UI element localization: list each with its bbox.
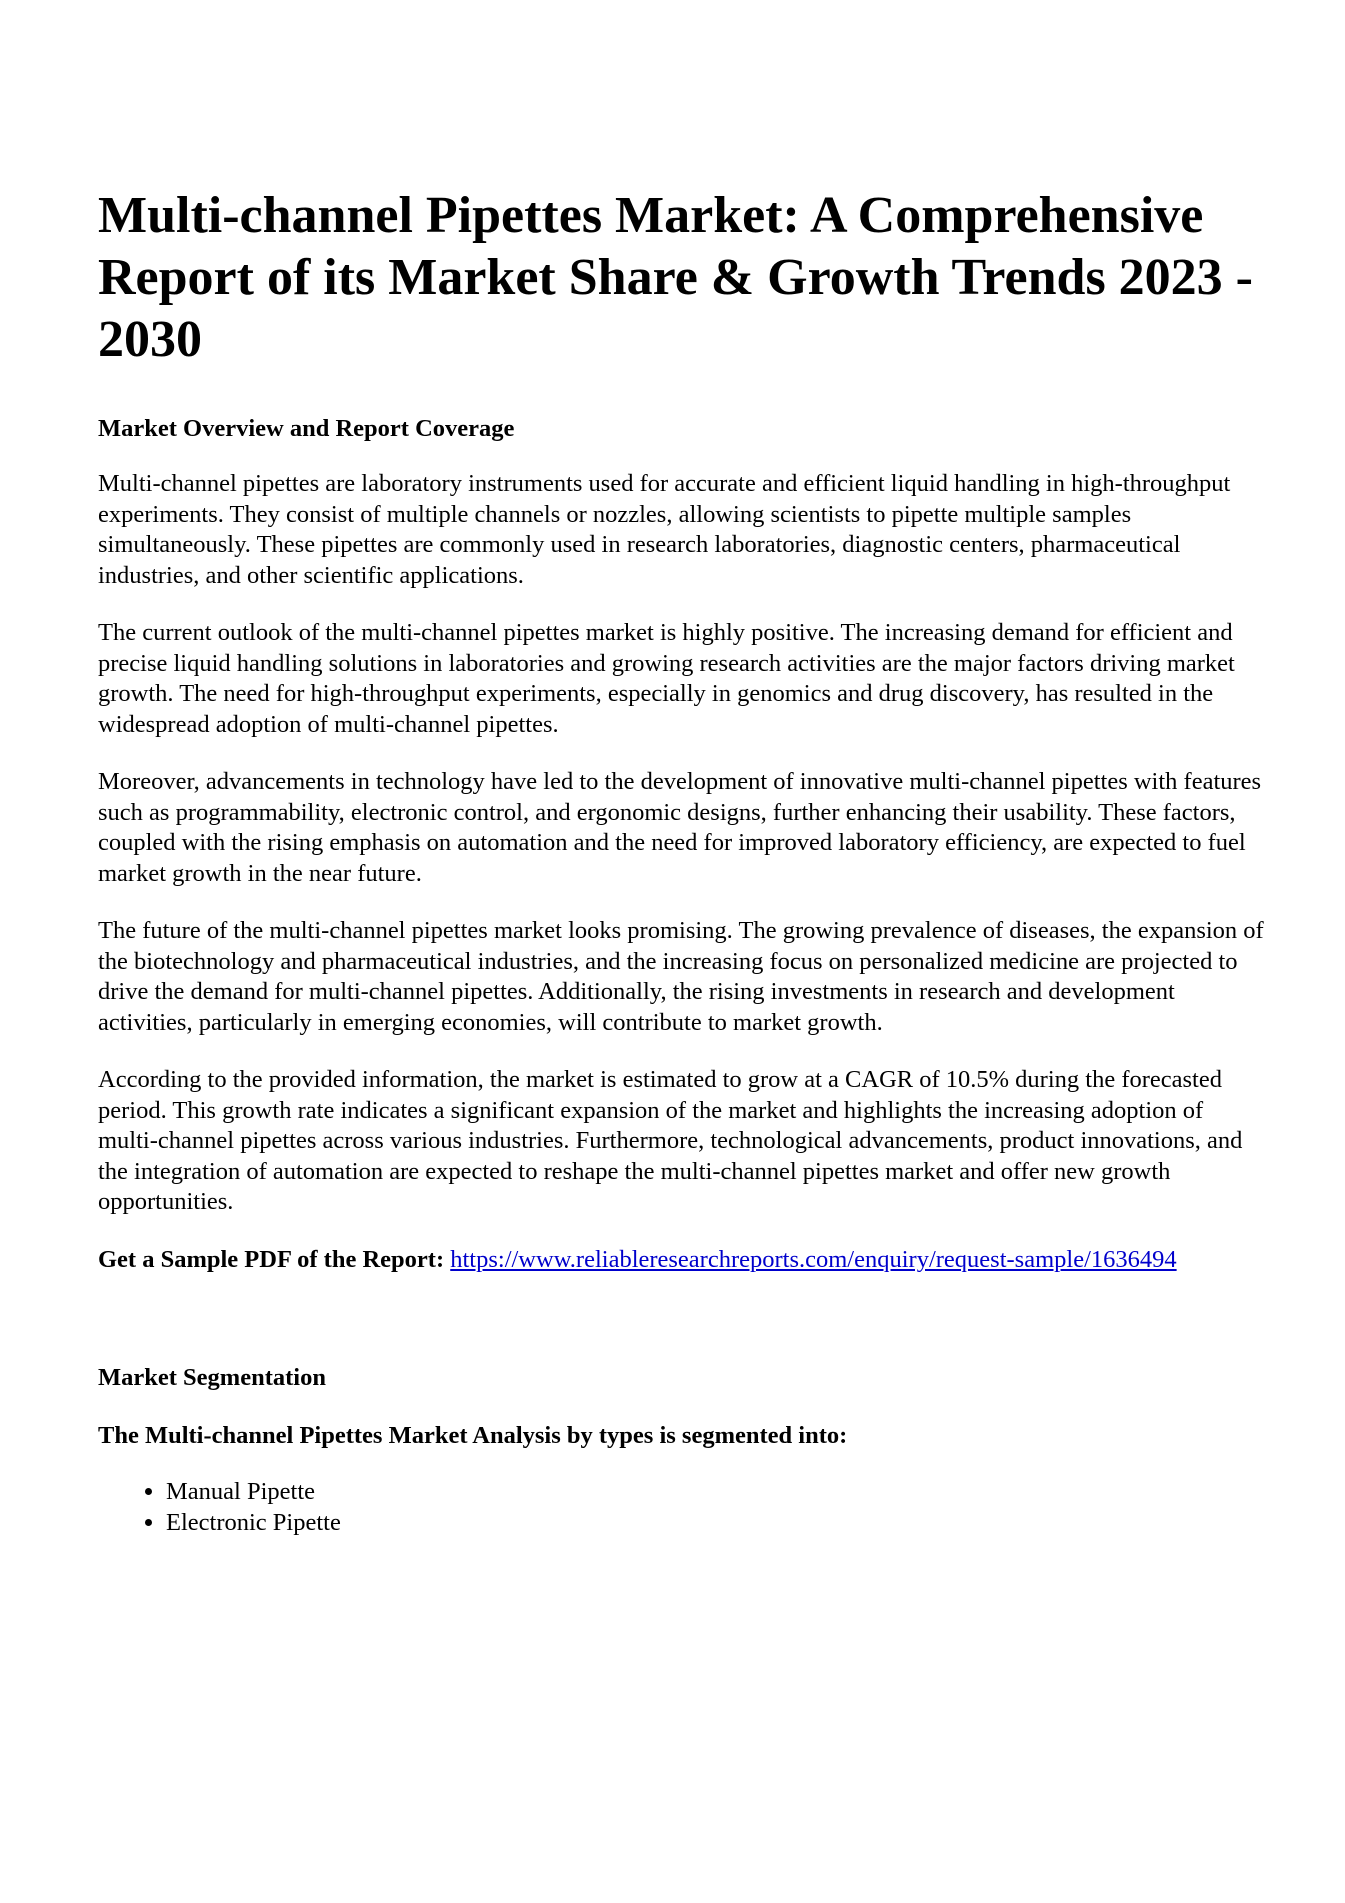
segmentation-heading: Market Segmentation [98, 1364, 326, 1391]
types-list [98, 1477, 1268, 1538]
overview-paragraph-4: The future of the multi-channel pipettes market looks promising. The growing prevalence of diseases, the expansion of the biotechnology and pharmaceutical industries, and the increasing focus on personalized medicine are projected to drive the demand for multi-channel pipettes. Additionally, the rising investments in research and development activities, particularly in emerging economies, will contribute to market growth. [98, 917, 1264, 1036]
overview-paragraph-3: Moreover, advancements in technology have led to the development of innovative multi-channel pipettes with features such as programmability, electronic control, and ergonomic designs, further enhancing their usability. These factors, coupled with the rising emphasis on automation and the need for improved laboratory efficiency, are expected to fuel market growth in the near future. [98, 768, 1262, 887]
sample-pdf-link[interactable]: https://www.reliableresearchreports.com/enquiry/request-sample/1636494 [450, 1245, 1177, 1273]
list-item: • Manual Pipette [166, 1477, 1268, 1508]
report-page [98, 185, 1268, 1538]
overview-paragraph-5: According to the provided information, the market is estimated to grow at a CAGR of 10.5% during the forecasted period. This growth rate indicates a significant expansion of the market and highlights the increasing adoption of multi-channel pipettes across various industries. Furthermore, technological advancements, product innovations, and the integration of automation are expected to reshape the multi-channel pipettes market and offer new growth opportunities. [98, 1066, 1243, 1215]
types-heading: The Multi-channel Pipettes Market Analysis by types is segmented into: [98, 1422, 848, 1449]
overview-heading: Market Overview and Report Coverage [98, 415, 515, 442]
page-title: Multi-channel Pipettes Market: A Comprehensive Report of its Market Share & Growth Trends 2023 - 2030 [98, 187, 1253, 368]
overview-paragraph-2: The current outlook of the multi-channel pipettes market is highly positive. The increasing demand for efficient and precise liquid handling solutions in laboratories and growing research activities are the major factors driving market growth. The need for high-throughput experiments, especially in genomics and drug discovery, has resulted in the widespread adoption of multi-channel pipettes. [98, 619, 1235, 738]
list-item: • Electronic Pipette [166, 1508, 1268, 1539]
overview-paragraph-1: Multi-channel pipettes are laboratory instruments used for accurate and efficient liquid handling in high-throughput experiments. They consist of multiple channels or nozzles, allowing scientists to pipette multiple samples simultaneously. These pipettes are commonly used in research laboratories, diagnostic centers, pharmaceutical industries, and other scientific applications. [98, 470, 1231, 589]
sample-pdf-line [98, 1245, 1268, 1276]
sample-pdf-label: Get a Sample PDF of the Report: [98, 1245, 445, 1273]
